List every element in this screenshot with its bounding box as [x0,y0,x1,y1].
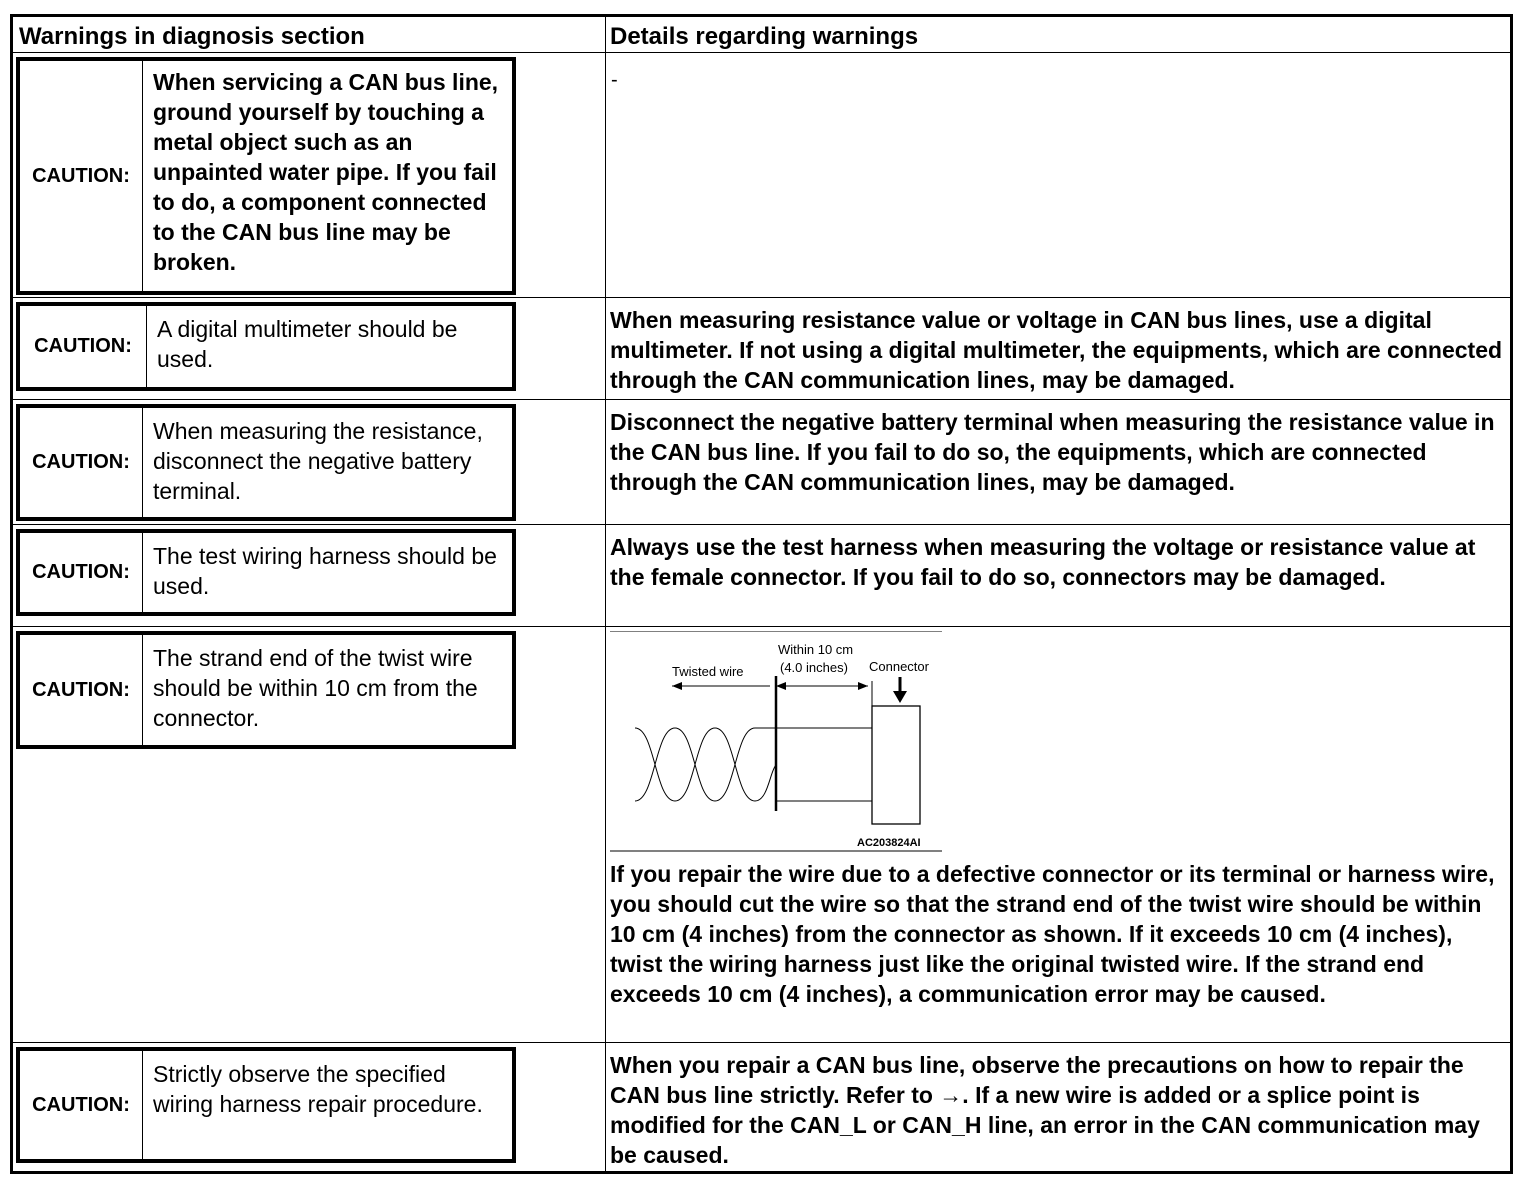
label-within: Within 10 cm [778,642,854,657]
row-divider [13,1042,1510,1043]
caution-box-2 [16,302,516,391]
twisted-wire-diagram [610,631,945,856]
details-text-1: - [611,69,618,91]
left-arrow-head [672,682,682,690]
row-divider [13,399,1510,400]
label-connector: Connector [869,659,929,674]
header-right: Details regarding warnings [610,23,919,50]
connector-arrow-head [893,691,907,703]
caution-box-4 [16,529,516,616]
caution-box-1 [16,57,516,295]
caution-label: CAUTION: [20,306,147,387]
label-inches: (4.0 inches) [780,660,848,675]
twisted-wire-a [635,728,776,801]
header-left: Warnings in diagnosis section [19,23,365,50]
caution-label: CAUTION: [20,635,143,745]
caution-text: Strictly observe the specified wiring harness repair procedure. [153,1061,483,1117]
column-divider [605,17,606,1171]
dim-arrow-left [776,682,786,690]
caution-label: CAUTION: [20,1051,143,1159]
details-text-4: Always use the test harness when measuring the voltage or resistance value at the female connector. If you fail to do so, connectors may be damaged. [610,534,1476,590]
details-text-6: When you repair a CAN bus line, observe the precautions on how to repair the CAN bus line strictly. Refer to →. If a new wire is added or a splice point is modified for the CAN_L or CAN_H line, an error in the CAN communication may be caused. [610,1052,1480,1168]
caution-box-3 [16,404,516,521]
header-divider [13,52,1510,53]
details-text-3: Disconnect the negative battery terminal when measuring the resistance value in the CAN bus line. If you fail to do so, the equipments, which are connected through the CAN communication lines, may be damaged. [610,409,1495,495]
caution-box-5 [16,631,516,749]
caution-label: CAUTION: [20,61,143,291]
row-divider [13,626,1510,627]
row-divider [13,524,1510,525]
label-twisted-wire: Twisted wire [672,664,744,679]
caution-text: When measuring the resistance, disconnect the negative battery terminal. [153,418,483,504]
row-divider [13,297,1510,298]
details-text-2: When measuring resistance value or voltage in CAN bus lines, use a digital multimeter. If not using a digital multimeter, the equipments, which are connected through the CAN communication lines, may be damaged. [610,307,1503,393]
caution-text: The strand end of the twist wire should be within 10 cm from the connector. [153,645,478,731]
twisted-wire-b [635,728,776,801]
caution-label: CAUTION: [20,408,143,517]
caution-box-6 [16,1047,516,1163]
warnings-table [10,14,1513,1174]
caution-text: When servicing a CAN bus line, ground yourself by touching a metal object such as an unpainted water pipe. If you fail to do, a component connected to the CAN bus line may be broken. [153,69,499,275]
caution-text: A digital multimeter should be used. [157,316,458,372]
caution-text: The test wiring harness should be used. [153,543,497,599]
diagram-code: AC203824AI [857,837,921,849]
details-text-5: If you repair the wire due to a defective connector or its terminal or harness wire, you should cut the wire so that the strand end of the twist wire should be within 10 cm (4 inches) from the connector as shown. If it exceeds 10 cm (4 inches), twist the wiring harness just like the original twisted wire. If the strand end exceeds 10 cm (4 inches), a communication error may be caused. [610,861,1495,1007]
connector-body [872,706,920,824]
dim-arrow-right [858,682,868,690]
caution-label: CAUTION: [20,533,143,612]
